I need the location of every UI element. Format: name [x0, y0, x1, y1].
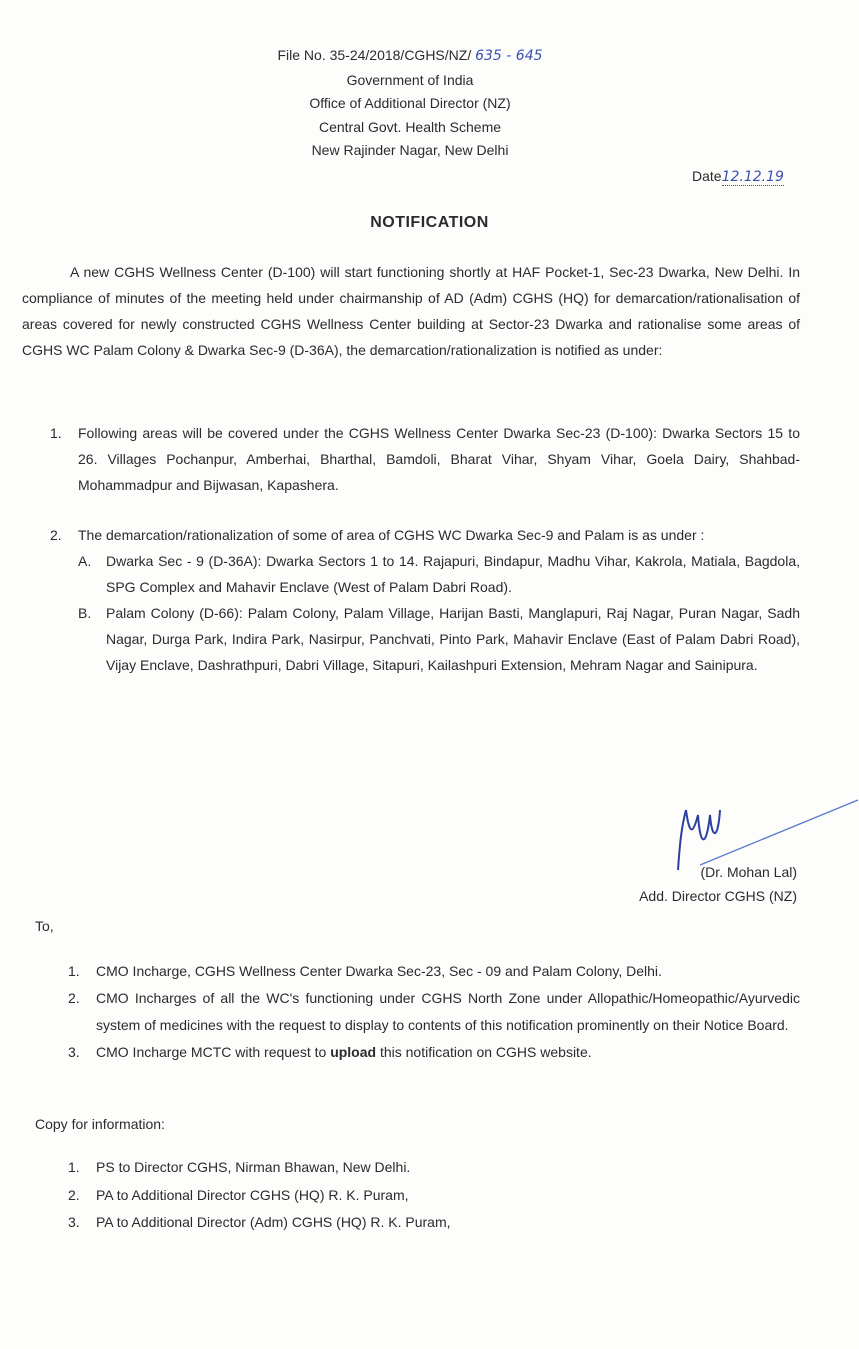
copy-item [68, 1209, 800, 1237]
copy-label: Copy for information: [35, 1116, 165, 1132]
to-label: To, [35, 918, 54, 934]
date [692, 168, 784, 185]
item-number: 3. [68, 1044, 80, 1060]
item-text: this notification on CGHS website. [376, 1044, 592, 1060]
subpoint-letter: A. [78, 553, 92, 569]
letterhead-line: Central Govt. Health Scheme [318, 118, 502, 135]
point-text: Following areas will be covered under the CGHS Wellness Center Dwarka Sec-23 (D-100): Dwarka Sectors 15 to 26. Villages Pochanpur, Amberhai, Bharthal, Bamdoli, Bharat Vihar, Shyam Vihar, Goela Dairy, Shahbad-Mohammadpur and Bijwasan, Kapashera. [78, 425, 800, 493]
intro-paragraph: A new CGHS Wellness Center (D-100) will start functioning shortly at HAF Pocket-1, Sec-23 Dwarka, New Delhi. In compliance of minutes of the meeting held under chairmanship of AD (Adm) CGHS (HQ) for demarcation/rationalisation of areas covered for newly constructed CGHS Wellness Center building at Sector-23 Dwarka and rationalise some areas of CGHS WC Palam Colony & Dwarka Sec-9 (D-36A), the demarcation/rationalization is notified as under: [22, 264, 800, 358]
notification-title: NOTIFICATION [370, 214, 489, 231]
to-item [68, 958, 800, 985]
subpoint-b [78, 600, 800, 678]
file-no-text: File No. 35-24/2018/CGHS/NZ/ [277, 47, 472, 63]
signatory-name: (Dr. Mohan Lal) [700, 864, 797, 880]
subpoint-text: Palam Colony (D-66): Palam Colony, Palam Village, Harijan Basti, Manglapuri, Raj Nagar, Puran Nagar, Sadh Nagar, Durga Park, Indira Park, Nasirpur, Panchvati, Pinto Park, Mahavir Enclave (East of Palam Dabri Road), Vijay Enclave, Dashrathpuri, Dabri Village, Sitapuri, Kailashpuri Extension, Mehram Nagar and Sainipura. [106, 605, 800, 673]
letterhead-line: Office of Additional Director (NZ) [309, 95, 511, 111]
item-number: 2. [68, 990, 80, 1006]
points-list [50, 420, 800, 678]
item-number: 2. [68, 1186, 80, 1203]
item-number: 1. [68, 1159, 80, 1175]
date-label: Date [692, 168, 722, 184]
item-text: PS to Director CGHS, Nirman Bhawan, New Delhi. [96, 1159, 411, 1175]
item-text: PA to Additional Director (Adm) CGHS (HQ) R. K. Puram, [96, 1214, 451, 1230]
point-text: The demarcation/rationalization of some of area of CGHS WC Dwarka Sec-9 and Palam is as under : [78, 527, 705, 543]
subpoint-a [78, 548, 800, 600]
signature-block [560, 860, 797, 908]
item-number: 3. [68, 1214, 80, 1230]
copy-item [68, 1154, 800, 1182]
item-number: 1. [68, 963, 80, 979]
to-item [68, 1039, 800, 1066]
file-number [250, 44, 570, 69]
subpoint-letter: B. [78, 605, 92, 621]
signatory-designation: Add. Director CGHS (NZ) [639, 888, 797, 904]
copy-list [68, 1154, 800, 1237]
item-text: CMO Incharges of all the WC's functioning under CGHS North Zone under Allopathic/Homeopathic/Ayurvedic system of medicines with the request to display to contents of this notification prominently on their Notice Board. [96, 990, 800, 1033]
subpoint-text: Dwarka Sec - 9 (D-36A): Dwarka Sectors 1 to 14. Rajapuri, Bindapur, Madhu Vihar, Kakrola, Matiala, Bagdola, SPG Complex and Mahavir Enclave (West of Palam Dabri Road). [106, 553, 800, 595]
copy-item [68, 1182, 800, 1210]
to-list [68, 958, 800, 1066]
point-number: 2. [50, 527, 62, 543]
item-text: CMO Incharge MCTC with request to [96, 1044, 331, 1060]
item-text: PA to Additional Director CGHS (HQ) R. K. Puram, [96, 1186, 409, 1203]
point-1 [50, 420, 800, 498]
item-text: CMO Incharge, CGHS Wellness Center Dwarka Sec-23, Sec - 09 and Palam Colony, Delhi. [96, 963, 662, 979]
letterhead-line: Government of India [346, 71, 474, 88]
to-item [68, 985, 800, 1039]
date-value: 12.12.19 [721, 169, 784, 185]
point-2 [50, 522, 800, 678]
letterhead-line: New Rajinder Nagar, New Delhi [311, 142, 509, 158]
handwritten-file-range: 635 - 645 [475, 48, 543, 64]
item-bold-text: upload [330, 1044, 377, 1060]
point-number: 1. [50, 425, 62, 441]
letterhead [250, 44, 570, 163]
